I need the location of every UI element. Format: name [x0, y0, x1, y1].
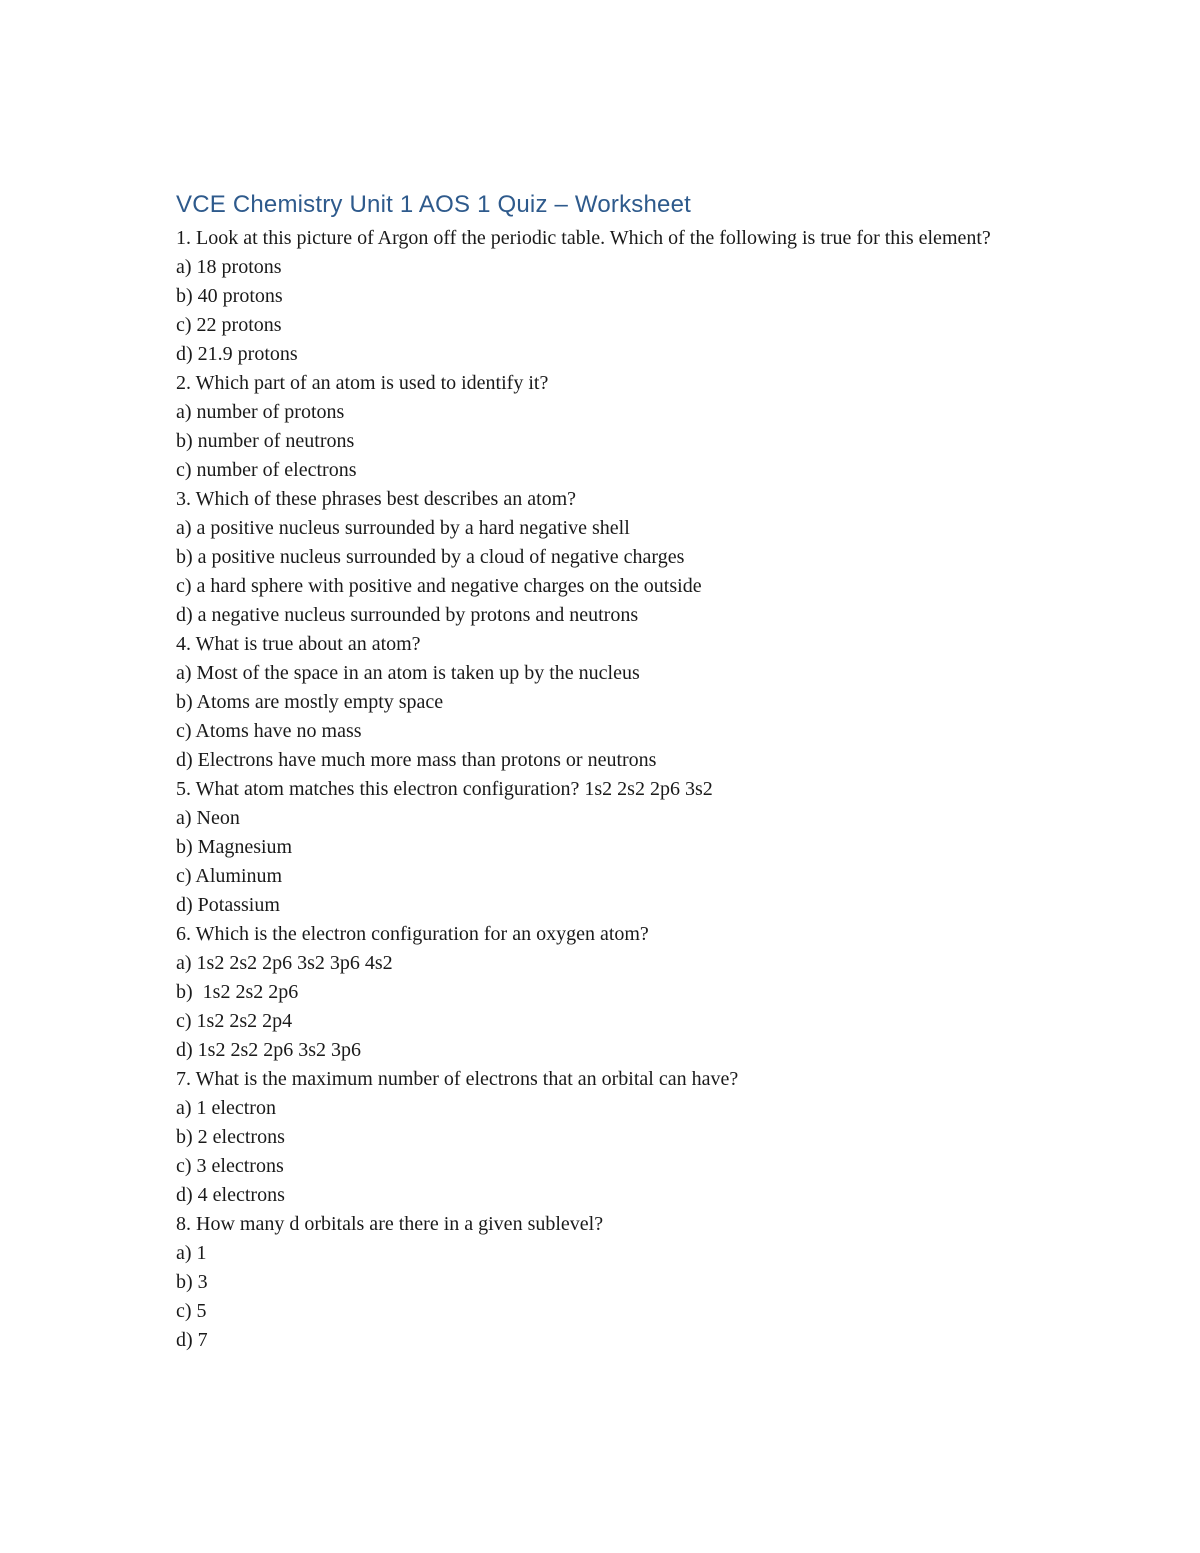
answer-option: b) 3	[176, 1271, 208, 1293]
answer-option: a) a positive nucleus surrounded by a hard negative shell	[176, 517, 630, 539]
answer-option: b) 1s2 2s2 2p6	[176, 981, 299, 1003]
answer-option: b) number of neutrons	[176, 430, 355, 452]
question-2	[176, 369, 1046, 485]
answer-option: c) 22 protons	[176, 314, 282, 336]
question-6	[176, 920, 1046, 1065]
question-4	[176, 630, 1046, 775]
question-8	[176, 1210, 1046, 1355]
question-prompt: 1. Look at this picture of Argon off the periodic table. Which of the following is true for this element?	[176, 227, 991, 249]
question-7	[176, 1065, 1046, 1210]
answer-option: a) number of protons	[176, 401, 345, 423]
answer-option: c) number of electrons	[176, 459, 357, 481]
answer-option: b) 2 electrons	[176, 1126, 285, 1148]
question-prompt: 4. What is true about an atom?	[176, 633, 421, 655]
worksheet-body	[176, 188, 1046, 1355]
question-5	[176, 775, 1046, 920]
answer-option: d) a negative nucleus surrounded by protons and neutrons	[176, 604, 639, 626]
answer-option: d) 1s2 2s2 2p6 3s2 3p6	[176, 1039, 362, 1061]
answer-option: a) 18 protons	[176, 256, 282, 278]
answer-option: a) 1	[176, 1242, 207, 1264]
question-prompt: 6. Which is the electron configuration for an oxygen atom?	[176, 923, 649, 945]
question-prompt: 5. What atom matches this electron configuration? 1s2 2s2 2p6 3s2	[176, 778, 713, 800]
question-prompt: 3. Which of these phrases best describes an atom?	[176, 488, 577, 510]
answer-option: c) Aluminum	[176, 865, 283, 887]
answer-option: d) 21.9 protons	[176, 343, 298, 365]
answer-option: c) 3 electrons	[176, 1155, 284, 1177]
answer-option: a) 1s2 2s2 2p6 3s2 3p6 4s2	[176, 952, 393, 974]
answer-option: a) Most of the space in an atom is taken up by the nucleus	[176, 662, 640, 684]
answer-option: d) Potassium	[176, 894, 280, 916]
question-prompt: 2. Which part of an atom is used to identify it?	[176, 372, 549, 394]
answer-option: d) Electrons have much more mass than protons or neutrons	[176, 749, 657, 771]
question-prompt: 7. What is the maximum number of electrons that an orbital can have?	[176, 1068, 739, 1090]
answer-option: d) 7	[176, 1329, 208, 1351]
answer-option: b) 40 protons	[176, 285, 283, 307]
answer-option: b) a positive nucleus surrounded by a cloud of negative charges	[176, 546, 685, 568]
answer-option: c) Atoms have no mass	[176, 720, 362, 742]
answer-option: d) 4 electrons	[176, 1184, 285, 1206]
question-prompt: 8. How many d orbitals are there in a given sublevel?	[176, 1213, 604, 1235]
document-title: VCE Chemistry Unit 1 AOS 1 Quiz – Worksheet	[176, 191, 692, 218]
answer-option: a) Neon	[176, 807, 240, 829]
answer-option: b) Atoms are mostly empty space	[176, 691, 444, 713]
answer-option: b) Magnesium	[176, 836, 293, 858]
answer-option: c) 1s2 2s2 2p4	[176, 1010, 293, 1032]
answer-option: a) 1 electron	[176, 1097, 276, 1119]
answer-option: c) 5	[176, 1300, 207, 1322]
question-1	[176, 224, 1046, 369]
answer-option: c) a hard sphere with positive and negative charges on the outside	[176, 575, 702, 597]
question-3	[176, 485, 1046, 630]
